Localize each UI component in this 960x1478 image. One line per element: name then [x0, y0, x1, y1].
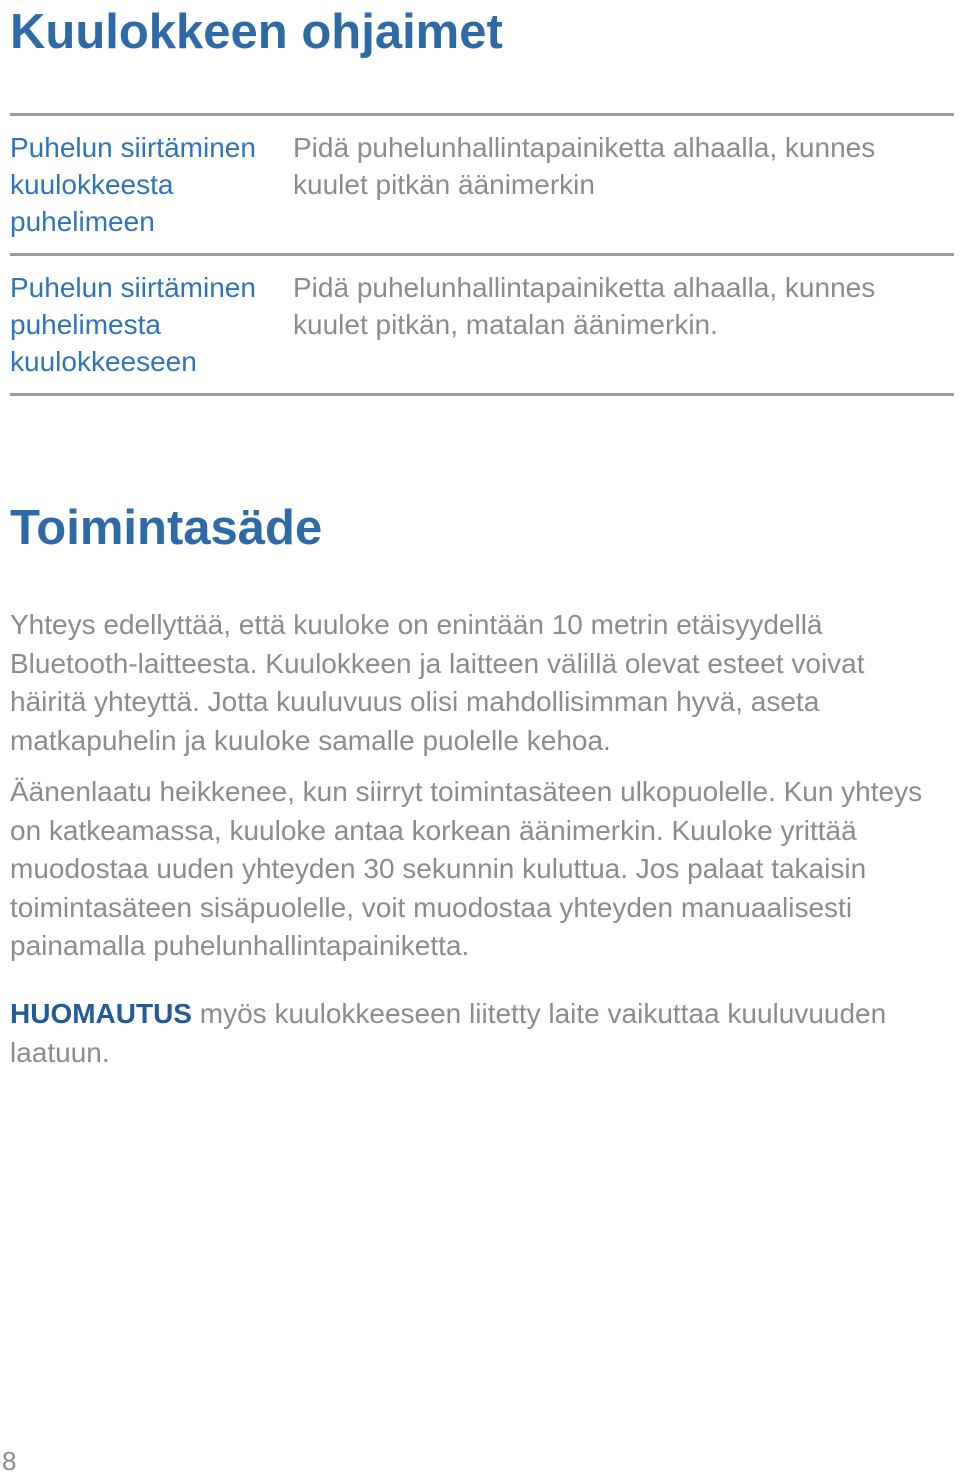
note-text: myös kuulokkeeseen liitetty laite vaikuttaa kuuluvuuden laatuun.: [10, 998, 887, 1068]
row-description: Pidä puhelunhallintapainiketta alhaalla, kunnes kuulet pitkän, matalan äänimerkin.: [293, 272, 876, 340]
table-row: [10, 256, 954, 393]
note-label: HUOMAUTUS: [10, 998, 192, 1029]
body-paragraph: Yhteys edellyttää, että kuuloke on enintään 10 metrin etäisyydellä Bluetooth-laitteesta. Kuulokkeen ja laitteen välillä olevat esteet voivat häiritä yhteyttä. Jotta kuuluvuus olisi mahdollisimman hyvä, aseta matkapuhelin ja kuuloke samalle puolelle kehoa.: [10, 609, 865, 756]
table-row: [10, 116, 954, 253]
controls-table: [10, 113, 954, 396]
page-title: Kuulokkeen ohjaimet: [10, 5, 503, 59]
table-divider: [10, 393, 954, 396]
note-paragraph: [10, 995, 940, 1072]
row-description: Pidä puhelunhallintapainiketta alhaalla, kunnes kuulet pitkän äänimerkin: [293, 132, 876, 200]
row-term: Puhelun siirtäminen kuulokkeesta puhelimeen: [10, 132, 256, 237]
row-term: Puhelun siirtäminen puhelimesta kuulokkeeseen: [10, 272, 256, 377]
page-number: 8: [2, 1446, 17, 1476]
section-title: Toimintasäde: [10, 501, 323, 555]
body-paragraph: Äänenlaatu heikkenee, kun siirryt toimintasäteen ulkopuolelle. Kun yhteys on katkeamassa, kuuloke antaa korkean äänimerkin. Kuuloke yrittää muodostaa uuden yhteyden 30 sekunnin kuluttua. Jos palaat takaisin toimintasäteen sisäpuolelle, voit muodostaa yhteyden manuaalisesti painamalla puhelunhallintapainiketta.: [10, 776, 923, 961]
